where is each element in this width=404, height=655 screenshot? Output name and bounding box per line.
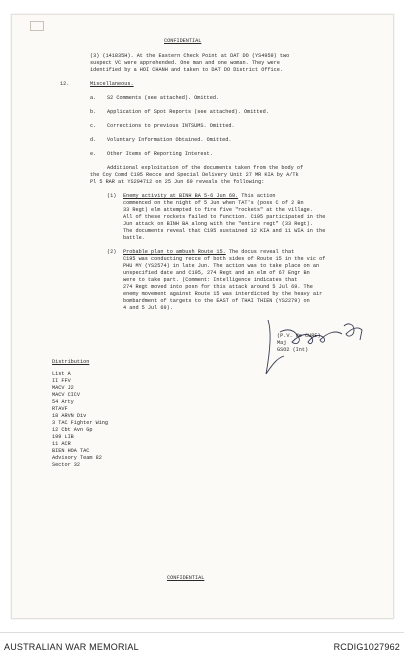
distribution-item: 11 ACR [52, 441, 71, 447]
point-2-line-5: 274 Regt moved into posn for this attack around 5 Jul 69. The [123, 284, 313, 290]
point-1-line-2: 33 Regt) elm attempted to fire five "rockets" at the village. [123, 207, 313, 213]
point-2-number: (2) [107, 249, 117, 255]
subitem-e-letter: e. [90, 151, 97, 157]
staple-mark [30, 21, 44, 31]
distribution-item: II FFV [52, 378, 71, 384]
subitem-e-text: Other Items of Reporting Interest. [107, 151, 213, 157]
distribution-item: 3 TAC Fighter Wing [52, 420, 109, 426]
additional-line-1: Additional exploitation of the documents taken from the body of [107, 165, 304, 171]
point-1-number: (1) [107, 193, 117, 199]
signature-appointment: GSO2 (Int) [277, 347, 309, 353]
distribution-item: 54 Arty [52, 399, 74, 405]
point-2-title: Probable plan to ambush Route 15. [123, 249, 226, 255]
document-page [11, 14, 394, 619]
additional-line-2: the Coy Comd C195 Recce and Special Delivery Unit 27 MR KIA by A/Tk [90, 172, 299, 178]
subitem-d-text: Voluntary Information Obtained. Omitted. [107, 137, 232, 143]
subitem-b-letter: b. [90, 109, 97, 115]
point-1-line-6: battle. [123, 235, 145, 241]
item-12-number: 12. [60, 81, 70, 87]
distribution-item: 199 LIB [52, 434, 74, 440]
point-1-line-1: commenced on the night of 5 Jun when TAT's (poss C of 2 Bn [123, 200, 304, 206]
distribution-title: Distribution [52, 359, 90, 365]
para3-line-3: identified by a HOI CHANH and taken to DAT DO District Office. [90, 67, 284, 73]
distribution-item: List A [52, 371, 71, 377]
distribution-item: Advisory Team 82 [52, 455, 102, 461]
header-classification: CONFIDENTIAL [164, 38, 202, 44]
item-12-title: Miscellaneous. [90, 81, 134, 87]
archive-name: AUSTRALIAN WAR MEMORIAL [4, 642, 139, 652]
subitem-c-letter: c. [90, 123, 97, 129]
distribution-item: 18 ARVN Div [52, 413, 87, 419]
point-2-line-2: PHU MY (YS2574) in late Jun. The action was to take place on an [123, 263, 320, 269]
distribution-item: MACV J2 [52, 385, 74, 391]
para3-line-1: (3) (141835H). At the Eastern Check Point at DAT DO (YS4959) two [90, 53, 290, 59]
signature-rank: Maj [277, 340, 287, 346]
point-2-line-1: C195 was conducting recce of both sides of Route 15 in the vic of [123, 256, 326, 262]
signature-name: (P.V. de CURE) [277, 333, 321, 339]
additional-line-3: Pl 5 RAR at YS294712 on 25 Jun 69 reveals the following: [90, 179, 265, 185]
point-1-line-5: The documents reveal that C195 sustained 12 KIA and 11 WIA in the [123, 228, 326, 234]
point-2-line-8: 4 and 5 Jul 69). [123, 305, 173, 311]
subitem-d-letter: d. [90, 137, 97, 143]
distribution-item: BIEN HOA TAC [52, 448, 90, 454]
subitem-c-text: Corrections to previous INTSUMS. Omitted. [107, 123, 235, 129]
distribution-item: 12 Cbt Avn Gp [52, 427, 93, 433]
point-2-heading [123, 249, 294, 255]
archive-reference: RCDIG1027962 [333, 642, 400, 652]
point-2-line-4: were to take part. (Comment: Intelligence indicates that [123, 277, 298, 283]
point-1-first: This action [238, 193, 276, 199]
archive-footer [0, 632, 404, 655]
distribution-item: RTAVF [52, 406, 68, 412]
point-2-line-3: unspecified date and C195, 274 Regt and an elm of 67 Engr Bn [123, 270, 310, 276]
subitem-b-text: Application of Spot Reports (see attached). Omitted. [107, 109, 269, 115]
point-2-line-6: enemy movement against Route 15 was interdicted by the heavy air [123, 291, 323, 297]
subitem-a-text: S2 Comments (see attached). Omitted. [107, 95, 220, 101]
subitem-a-letter: a. [90, 95, 97, 101]
distribution-item: MACV CICV [52, 392, 81, 398]
point-1-line-3: All of these rockets failed to function. C195 participated in the [123, 214, 326, 220]
point-1-line-4: Jun attack on BINH BA along with the "entire regt" (33 Regt). [123, 221, 313, 227]
distribution-item: Sector 32 [52, 462, 81, 468]
para3-line-2: suspect VC were apprehended. One man and one woman. They were [90, 60, 280, 66]
footer-classification: CONFIDENTIAL [167, 575, 205, 581]
point-1-title: Enemy activity at BINH BA 5-6 Jun 69. [123, 193, 239, 199]
point-2-line-7: bombardment of targets to the EAST of THAI THIEN (YS2279) on [123, 298, 310, 304]
point-2-first: The docus reveal that [225, 249, 295, 255]
point-1-heading [123, 193, 276, 199]
